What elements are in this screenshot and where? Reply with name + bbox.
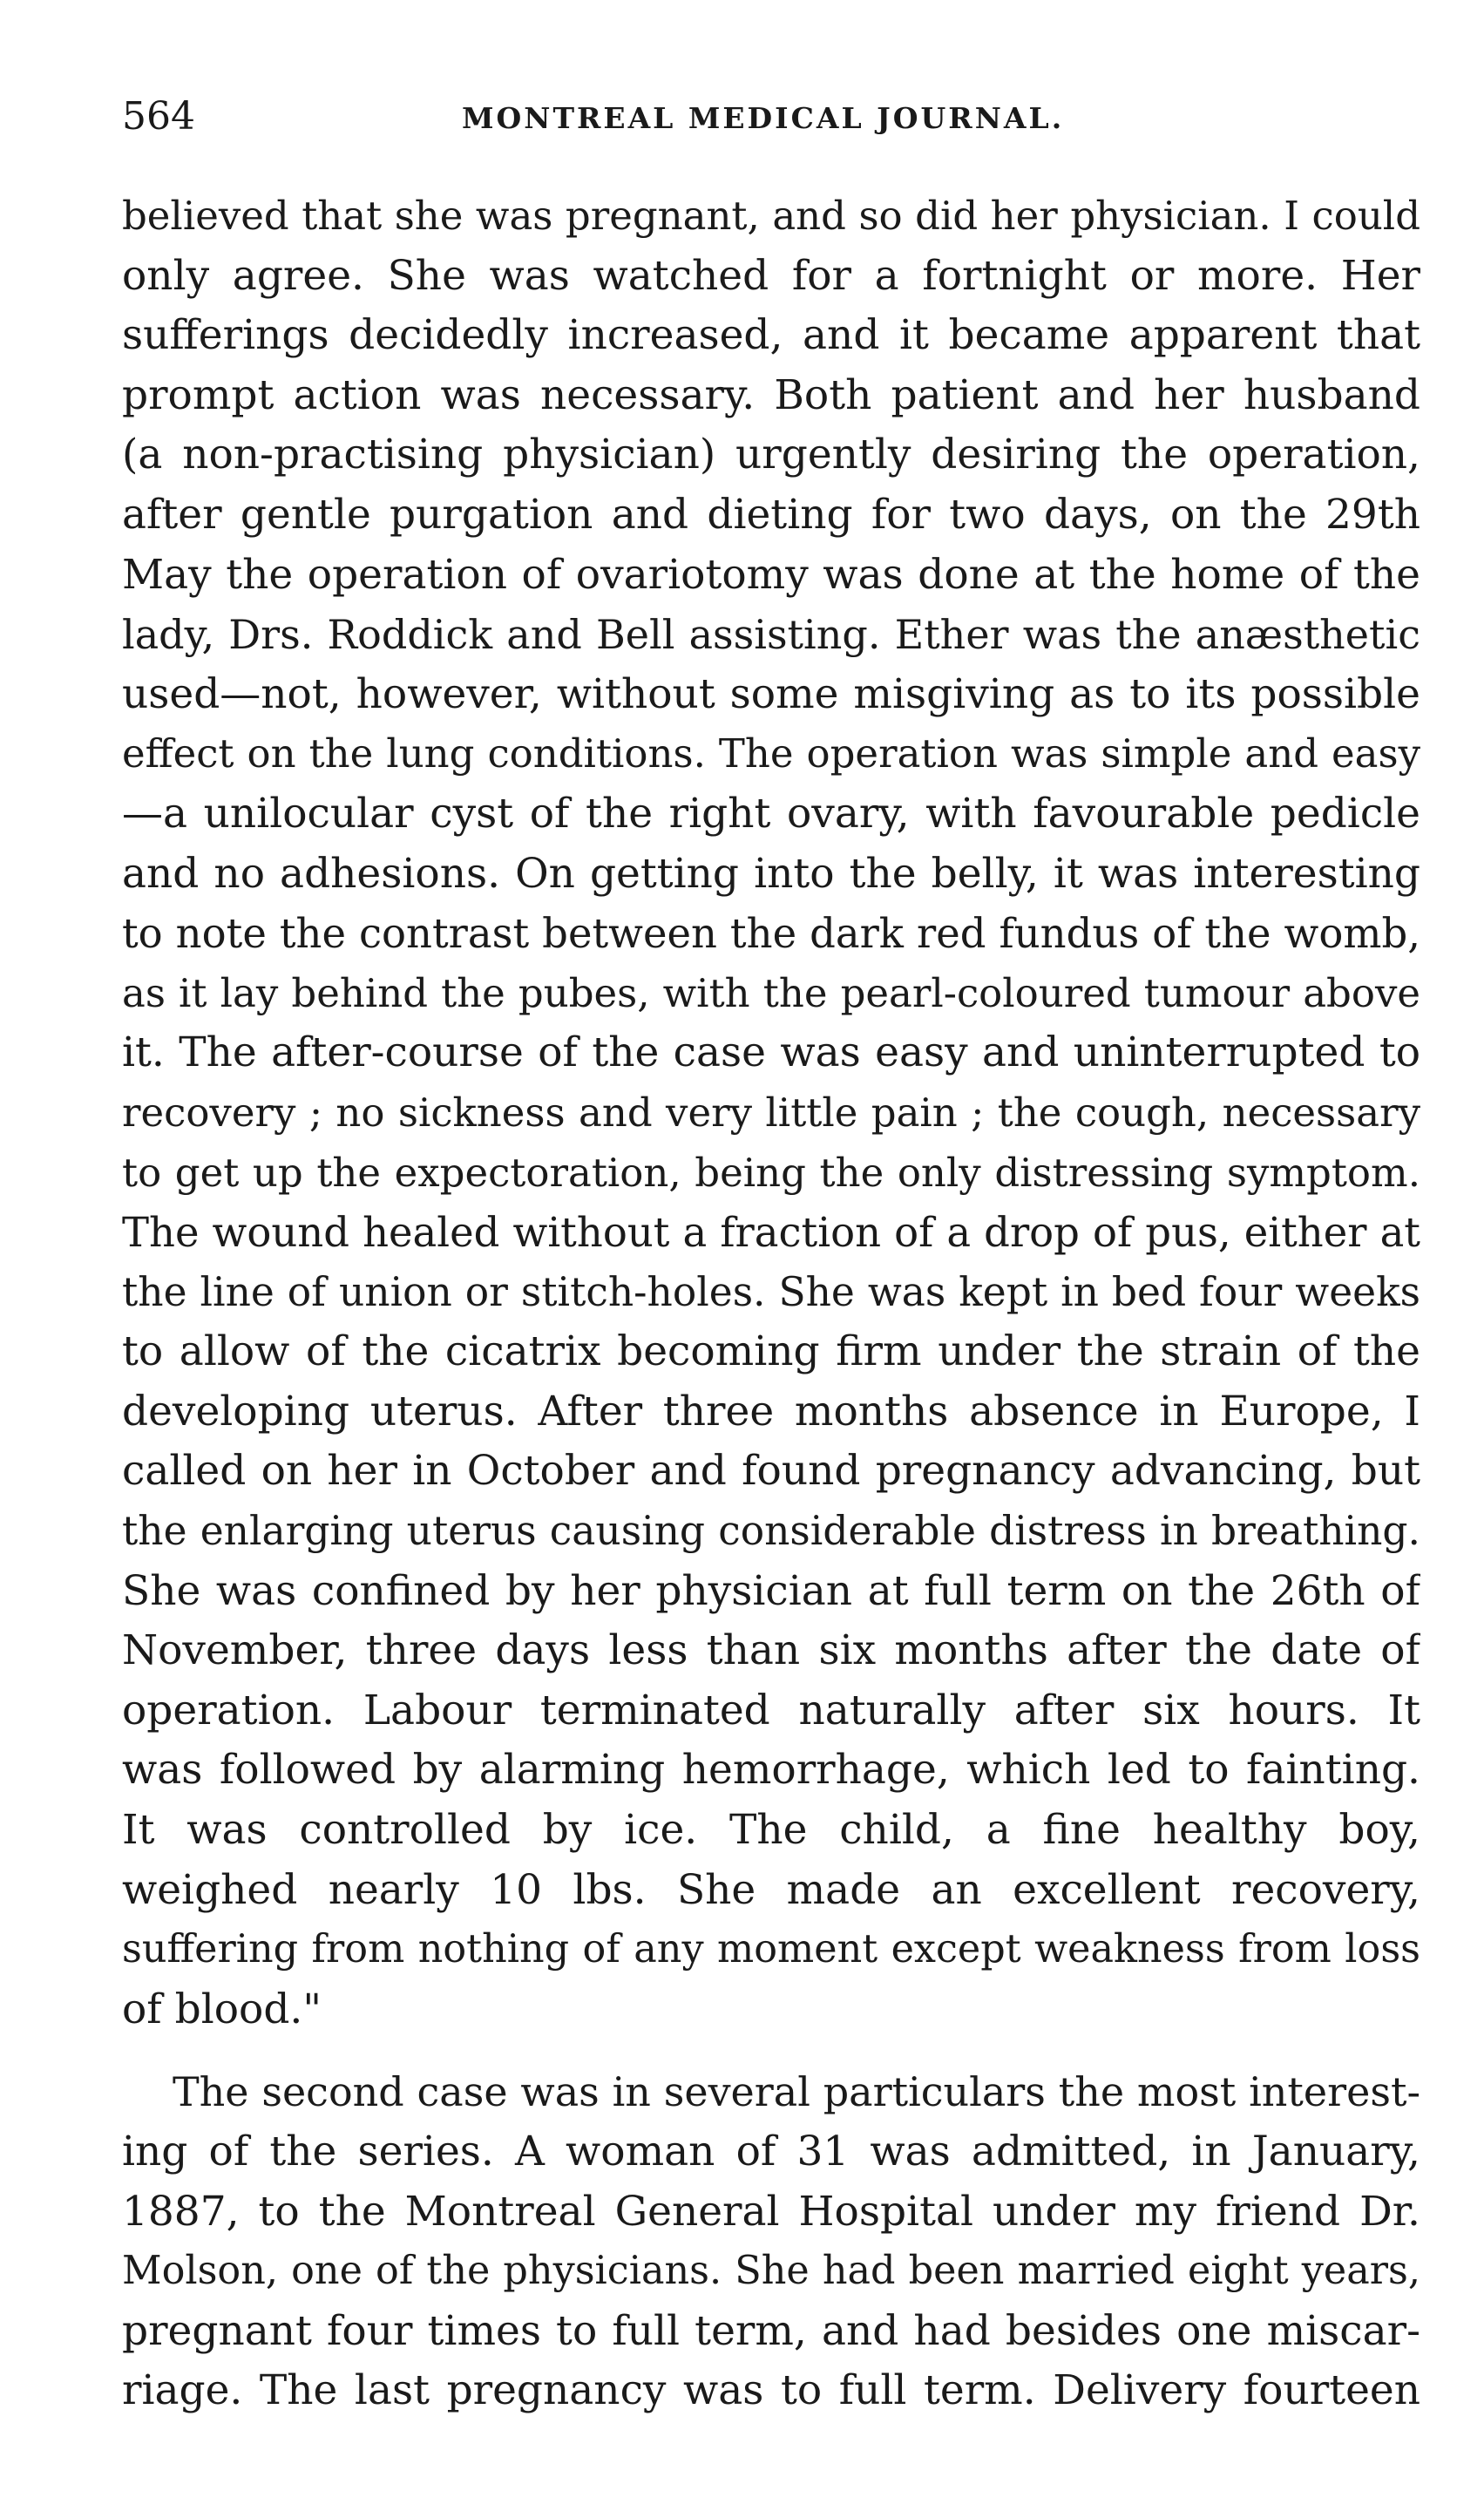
text-line: was followed by alarming hemorrhage, which led to fainting.	[122, 1746, 1420, 1795]
text-line: of blood."	[122, 1985, 322, 2033]
text-line: it. The after-course of the case was easy and uninterrupted to	[122, 1028, 1420, 1077]
running-head	[122, 91, 1403, 143]
text-line: pregnant four times to full term, and had besides one miscar-	[122, 2306, 1420, 2355]
text-line: It was controlled by ice. The child, a fine healthy boy,	[122, 1806, 1420, 1855]
text-line: used—not, however, without some misgiving as to its possible	[122, 669, 1420, 718]
text-line: the line of union or stitch-holes. She was kept in bed four weeks	[122, 1268, 1420, 1315]
text-line: operation. Labour terminated naturally after six hours. It	[122, 1686, 1420, 1734]
text-line: suffering from nothing of any moment except weakness from loss	[122, 1927, 1420, 1972]
text-line: 1887, to the Montreal General Hospital under my friend Dr.	[122, 2187, 1420, 2236]
text-line: May the operation of ovariotomy was done at the home of the	[122, 550, 1420, 599]
text-line: recovery ; no sickness and very little pain ; the cough, necessary	[122, 1089, 1420, 1136]
paragraph-2	[122, 2062, 1420, 2421]
paragraph-1	[122, 187, 1420, 2040]
body-text	[122, 187, 1420, 2421]
text-line: effect on the lung conditions. The operation was simple and easy	[122, 730, 1420, 777]
text-line: sufferings decidedly increased, and it became apparent that	[122, 311, 1420, 360]
text-line: called on her in October and found pregnancy advancing, but	[122, 1447, 1420, 1496]
text-line: Molson, one of the physicians. She had been married eight years,	[122, 2249, 1420, 2294]
text-line: to allow of the cicatrix becoming firm under the strain of the	[122, 1327, 1420, 1376]
text-line: The wound healed without a fraction of a drop of pus, either at	[122, 1209, 1420, 1257]
text-line: to get up the expectoration, being the only distressing symptom.	[122, 1149, 1420, 1196]
text-line: —a unilocular cyst of the right ovary, with favourable pedicle	[122, 789, 1420, 838]
text-line: to note the contrast between the dark red fundus of the womb,	[122, 910, 1420, 958]
text-line: the enlarging uterus causing considerable distress in breathing.	[122, 1508, 1420, 1555]
text-line: (a non-practising physician) urgently desiring the operation,	[122, 431, 1420, 479]
text-line: after gentle purgation and dieting for two days, on the 29th	[122, 490, 1420, 539]
text-line: as it lay behind the pubes, with the pearl-coloured tumour above	[122, 969, 1420, 1016]
paragraph-gap	[122, 2040, 1420, 2062]
text-line: only agree. She was watched for a fortnight or more. Her	[122, 251, 1420, 300]
text-line: prompt action was necessary. Both patient and her husband	[122, 370, 1420, 419]
text-line: and no adhesions. On getting into the belly, it was interesting	[122, 849, 1420, 898]
text-line: developing uterus. After three months absence in Europe, I	[122, 1387, 1420, 1435]
text-line: riage. The last pregnancy was to full term. Delivery fourteen	[122, 2366, 1420, 2415]
text-line: lady, Drs. Roddick and Bell assisting. Ether was the anæsthetic	[122, 611, 1420, 659]
text-line: weighed nearly 10 lbs. She made an excellent recovery,	[122, 1865, 1420, 1914]
journal-title: MONTREAL MEDICAL JOURNAL.	[462, 101, 1065, 135]
text-line: November, three days less than six months after the date of	[122, 1626, 1420, 1675]
text-line: The second case was in several particulars the most interest-	[173, 2068, 1420, 2116]
page-number: 564	[122, 94, 195, 139]
text-line: believed that she was pregnant, and so did her physician. I could	[122, 193, 1420, 239]
text-line: She was confined by her physician at full term on the 26th of	[122, 1566, 1420, 1615]
text-line: ing of the series. A woman of 31 was admitted, in January,	[122, 2128, 1420, 2175]
